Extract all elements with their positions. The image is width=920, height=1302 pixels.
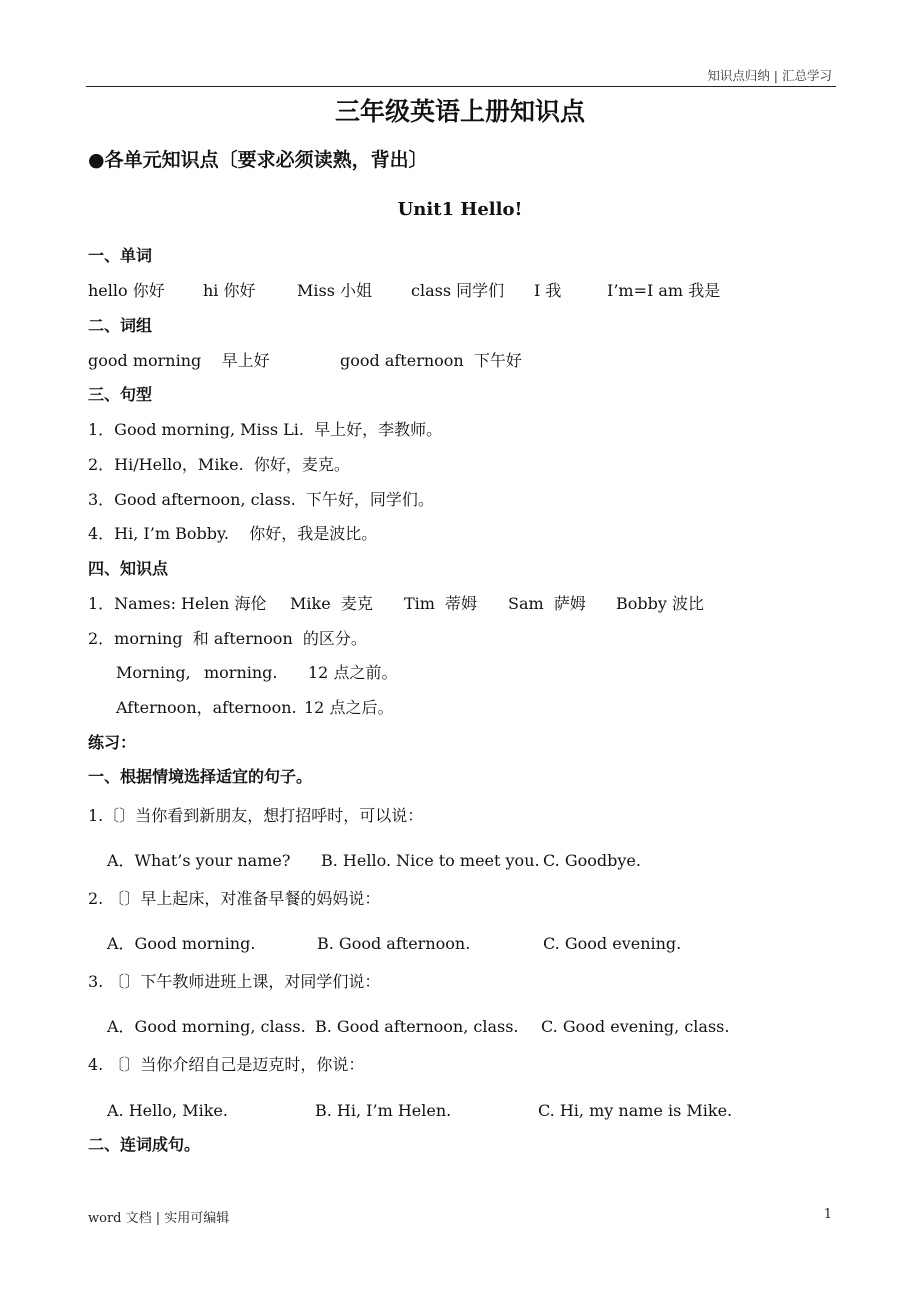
word-item: I 我 bbox=[534, 281, 562, 300]
phrase-item: good morning 早上好 bbox=[88, 351, 270, 370]
sentence-item: 2．Hi/Hello，Mike. 你好，麦克。 bbox=[88, 455, 350, 474]
practice-part1-heading: 一、根据情境选择适宜的句子。 bbox=[88, 767, 313, 786]
word-item: I’m=I am 我是 bbox=[607, 281, 721, 300]
section-sentences-heading: 三、句型 bbox=[88, 385, 153, 404]
option-b: B. Hello. Nice to meet you. bbox=[321, 851, 540, 870]
option-b: B. Good afternoon. bbox=[317, 934, 471, 953]
option-b: B. Good afternoon, class. bbox=[315, 1017, 519, 1036]
names-label: 1．Names: Helen 海伦 bbox=[88, 594, 267, 613]
sentence-item: 3．Good afternoon, class. 下午好，同学们。 bbox=[88, 490, 434, 509]
option-c: C. Hi, my name is Mike. bbox=[538, 1101, 733, 1120]
word-item: Miss 小姐 bbox=[297, 281, 373, 300]
option-a: A. Hello, Mike. bbox=[107, 1101, 228, 1120]
section-knowledge-heading: 四、知识点 bbox=[88, 559, 169, 578]
question-3: 3. 〔〕下午教师进班上课，对同学们说： bbox=[88, 972, 381, 991]
option-c: C. Good evening. bbox=[543, 934, 682, 953]
option-a: A．What’s your name? bbox=[107, 851, 291, 870]
option-a: A．Good morning. bbox=[107, 934, 256, 953]
page-footer: word 文档 | 实用可编辑 bbox=[88, 1211, 230, 1226]
practice-part2-heading: 二、连词成句。 bbox=[88, 1135, 201, 1154]
morning-note: 12 点之前。 bbox=[308, 663, 398, 682]
unit-title: Unit1 Hello! bbox=[397, 199, 523, 220]
section-words-heading: 一、单词 bbox=[88, 246, 153, 265]
option-c: C. Good evening, class. bbox=[541, 1017, 730, 1036]
phrase-item: good afternoon 下午好 bbox=[340, 351, 522, 370]
name-item: Tim 蒂姆 bbox=[404, 594, 478, 613]
name-item: Sam 萨姆 bbox=[508, 594, 586, 613]
option-b: B. Hi, I’m Helen. bbox=[315, 1101, 452, 1120]
sentence-item: 1．Good morning, Miss Li. 早上好，李教师。 bbox=[88, 420, 443, 439]
subtitle: ●各单元知识点〔要求必须读熟，背出〕 bbox=[88, 149, 428, 171]
afternoon-text: Afternoon，afternoon. bbox=[116, 698, 297, 717]
option-a: A．Good morning, class. bbox=[107, 1017, 306, 1036]
afternoon-note: 12 点之后。 bbox=[304, 698, 394, 717]
morning-text: Morning, bbox=[116, 663, 191, 682]
section-phrases-heading: 二、词组 bbox=[88, 316, 153, 335]
question-1: 1.〔〕当你看到新朋友，想打招呼时，可以说： bbox=[88, 806, 424, 825]
word-item: hi 你好 bbox=[203, 281, 256, 300]
practice-label: 练习： bbox=[88, 733, 137, 752]
word-item: hello 你好 bbox=[88, 281, 165, 300]
name-item: Mike 麦克 bbox=[290, 594, 373, 613]
knowledge-point-2: 2．morning 和 afternoon 的区分。 bbox=[88, 629, 367, 648]
sentence-item: 4．Hi, I’m Bobby. 你好，我是波比。 bbox=[88, 524, 378, 543]
page-title: 三年级英语上册知识点 bbox=[334, 97, 585, 126]
morning-text: morning. bbox=[204, 663, 278, 682]
page-header: 知识点归纳 | 汇总学习 bbox=[707, 68, 832, 83]
question-2: 2. 〔〕早上起床，对准备早餐的妈妈说： bbox=[88, 889, 381, 908]
page-number: 1 bbox=[823, 1207, 832, 1222]
question-4: 4. 〔〕当你介绍自己是迈克时，你说： bbox=[88, 1055, 365, 1074]
option-c: C. Goodbye. bbox=[543, 851, 641, 870]
header-rule bbox=[86, 86, 836, 87]
name-item: Bobby 波比 bbox=[616, 594, 705, 613]
word-item: class 同学们 bbox=[411, 281, 505, 300]
